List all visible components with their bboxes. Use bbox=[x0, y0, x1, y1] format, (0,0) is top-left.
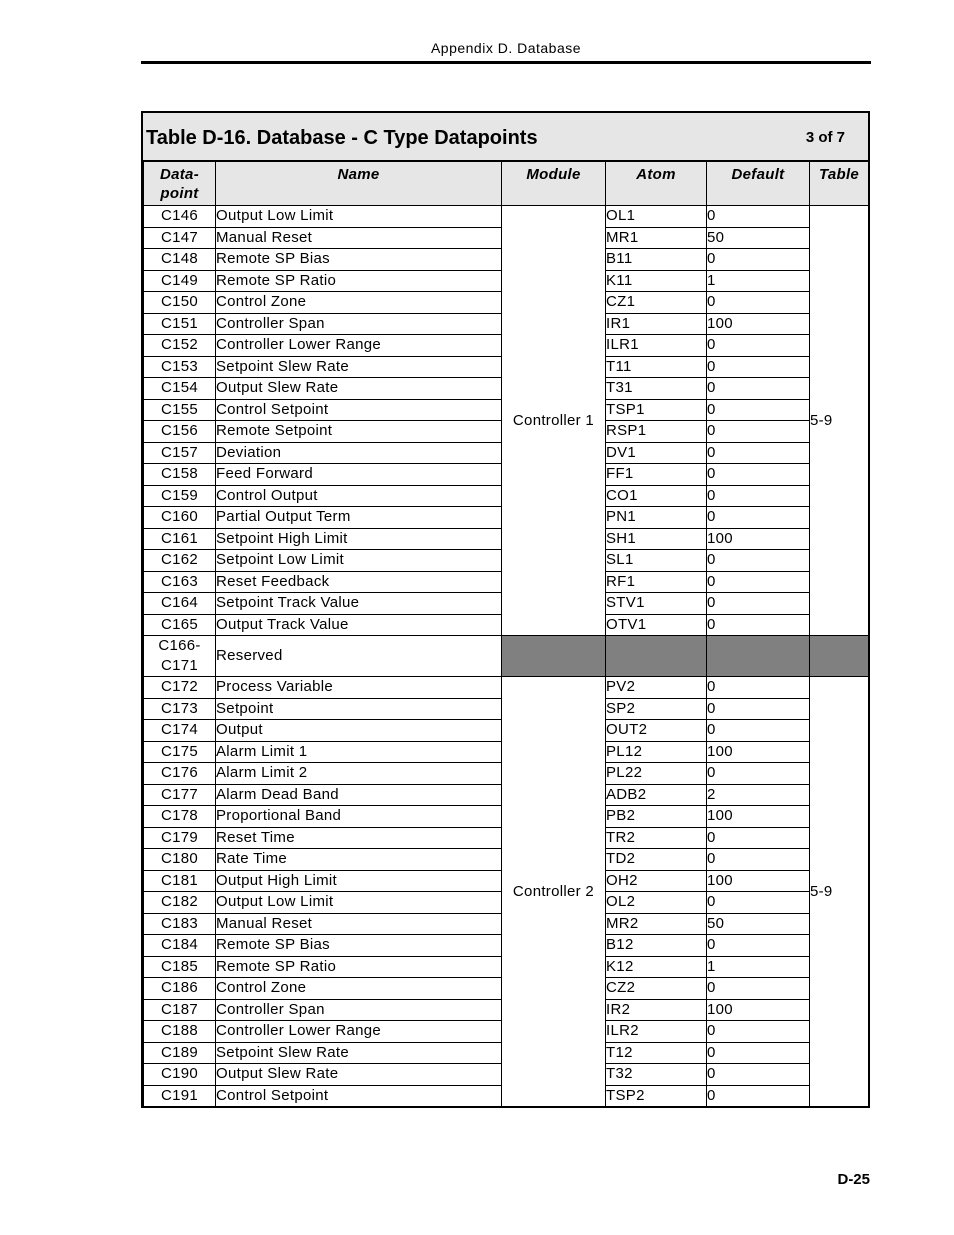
default-cell: 0 bbox=[707, 827, 810, 849]
name-cell: Reset Feedback bbox=[216, 571, 502, 593]
name-cell: Controller Span bbox=[216, 999, 502, 1021]
default-cell: 100 bbox=[707, 313, 810, 335]
name-cell: Remote SP Ratio bbox=[216, 956, 502, 978]
datapoint-cell: C184 bbox=[144, 935, 216, 957]
atom-cell: SH1 bbox=[606, 528, 707, 550]
datapoint-cell: C172 bbox=[144, 677, 216, 699]
default-cell: 0 bbox=[707, 1064, 810, 1086]
default-cell: 0 bbox=[707, 849, 810, 871]
table-caption bbox=[143, 113, 868, 161]
column-header-default: Default bbox=[707, 162, 810, 206]
datapoint-cell: C181 bbox=[144, 870, 216, 892]
name-cell: Alarm Limit 1 bbox=[216, 741, 502, 763]
default-cell: 0 bbox=[707, 1085, 810, 1107]
atom-cell: OL2 bbox=[606, 892, 707, 914]
datapoint-cell: C162 bbox=[144, 550, 216, 572]
name-cell: Feed Forward bbox=[216, 464, 502, 486]
module-cell-shaded bbox=[502, 636, 606, 677]
name-cell: Setpoint High Limit bbox=[216, 528, 502, 550]
default-cell: 1 bbox=[707, 956, 810, 978]
default-cell: 100 bbox=[707, 870, 810, 892]
default-cell: 1 bbox=[707, 270, 810, 292]
datapoint-cell: C176 bbox=[144, 763, 216, 785]
name-cell: Alarm Dead Band bbox=[216, 784, 502, 806]
table-ref-cell: 5-9 bbox=[810, 677, 869, 1107]
datapoint-cell: C178 bbox=[144, 806, 216, 828]
atom-cell: K12 bbox=[606, 956, 707, 978]
name-cell: Output Low Limit bbox=[216, 892, 502, 914]
datapoint-cell: C157 bbox=[144, 442, 216, 464]
atom-cell: TD2 bbox=[606, 849, 707, 871]
datapoint-cell: C146 bbox=[144, 206, 216, 228]
datapoint-cell: C150 bbox=[144, 292, 216, 314]
atom-cell: DV1 bbox=[606, 442, 707, 464]
header-rule bbox=[141, 61, 871, 64]
name-cell: Setpoint Low Limit bbox=[216, 550, 502, 572]
name-cell: Output High Limit bbox=[216, 870, 502, 892]
name-cell: Manual Reset bbox=[216, 227, 502, 249]
atom-cell: ILR2 bbox=[606, 1021, 707, 1043]
datapoint-cell: C175 bbox=[144, 741, 216, 763]
name-cell: Control Setpoint bbox=[216, 399, 502, 421]
default-cell: 100 bbox=[707, 741, 810, 763]
name-cell: Setpoint Slew Rate bbox=[216, 1042, 502, 1064]
default-cell: 100 bbox=[707, 528, 810, 550]
atom-cell: IR2 bbox=[606, 999, 707, 1021]
datapoint-cell: C161 bbox=[144, 528, 216, 550]
atom-cell: STV1 bbox=[606, 593, 707, 615]
default-cell: 0 bbox=[707, 1021, 810, 1043]
default-cell: 0 bbox=[707, 421, 810, 443]
atom-cell: PN1 bbox=[606, 507, 707, 529]
atom-cell: B12 bbox=[606, 935, 707, 957]
default-cell: 0 bbox=[707, 249, 810, 271]
atom-cell: OTV1 bbox=[606, 614, 707, 636]
atom-cell: MR1 bbox=[606, 227, 707, 249]
column-header-table: Table bbox=[810, 162, 869, 206]
datapoint-cell: C177 bbox=[144, 784, 216, 806]
name-cell: Output Slew Rate bbox=[216, 378, 502, 400]
running-header: Appendix D. Database bbox=[430, 40, 582, 56]
table-ref-cell: 5-9 bbox=[810, 206, 869, 636]
name-cell: Reserved bbox=[216, 636, 502, 677]
datapoint-cell: C152 bbox=[144, 335, 216, 357]
default-cell-shaded bbox=[707, 636, 810, 677]
datapoint-cell: C153 bbox=[144, 356, 216, 378]
atom-cell: FF1 bbox=[606, 464, 707, 486]
name-cell: Reset Time bbox=[216, 827, 502, 849]
atom-cell: IR1 bbox=[606, 313, 707, 335]
datapoint-cell: C191 bbox=[144, 1085, 216, 1107]
atom-cell: SP2 bbox=[606, 698, 707, 720]
name-cell: Control Zone bbox=[216, 292, 502, 314]
atom-cell: T31 bbox=[606, 378, 707, 400]
default-cell: 100 bbox=[707, 999, 810, 1021]
atom-cell: T12 bbox=[606, 1042, 707, 1064]
atom-cell: PB2 bbox=[606, 806, 707, 828]
table-ref-cell-shaded bbox=[810, 636, 869, 677]
datapoint-cell: C174 bbox=[144, 720, 216, 742]
datapoint-cell: C183 bbox=[144, 913, 216, 935]
datapoint-cell: C186 bbox=[144, 978, 216, 1000]
atom-cell: ADB2 bbox=[606, 784, 707, 806]
table-header-row bbox=[144, 162, 869, 206]
column-header-name: Name bbox=[216, 162, 502, 206]
default-cell: 0 bbox=[707, 464, 810, 486]
default-cell: 0 bbox=[707, 292, 810, 314]
default-cell: 50 bbox=[707, 227, 810, 249]
datapoint-cell: C182 bbox=[144, 892, 216, 914]
default-cell: 0 bbox=[707, 485, 810, 507]
default-cell: 0 bbox=[707, 720, 810, 742]
default-cell: 0 bbox=[707, 507, 810, 529]
table-row bbox=[144, 206, 869, 228]
atom-cell: RSP1 bbox=[606, 421, 707, 443]
name-cell: Control Output bbox=[216, 485, 502, 507]
name-cell: Manual Reset bbox=[216, 913, 502, 935]
name-cell: Output bbox=[216, 720, 502, 742]
atom-cell: OH2 bbox=[606, 870, 707, 892]
datapoint-cell: C158 bbox=[144, 464, 216, 486]
datapoint-cell: C154 bbox=[144, 378, 216, 400]
default-cell: 0 bbox=[707, 550, 810, 572]
datapoint-cell: C163 bbox=[144, 571, 216, 593]
datapoint-cell: C149 bbox=[144, 270, 216, 292]
atom-cell: MR2 bbox=[606, 913, 707, 935]
name-cell: Partial Output Term bbox=[216, 507, 502, 529]
name-cell: Controller Lower Range bbox=[216, 1021, 502, 1043]
atom-cell: PL22 bbox=[606, 763, 707, 785]
atom-cell: TSP1 bbox=[606, 399, 707, 421]
datapoint-cell: C180 bbox=[144, 849, 216, 871]
column-header-datapoint: Data- point bbox=[144, 162, 216, 206]
atom-cell: CZ2 bbox=[606, 978, 707, 1000]
default-cell: 0 bbox=[707, 593, 810, 615]
name-cell: Alarm Limit 2 bbox=[216, 763, 502, 785]
atom-cell: PL12 bbox=[606, 741, 707, 763]
atom-cell: B11 bbox=[606, 249, 707, 271]
name-cell: Setpoint bbox=[216, 698, 502, 720]
datapoint-cell: C187 bbox=[144, 999, 216, 1021]
name-cell: Remote Setpoint bbox=[216, 421, 502, 443]
default-cell: 0 bbox=[707, 935, 810, 957]
default-cell: 0 bbox=[707, 206, 810, 228]
name-cell: Control Setpoint bbox=[216, 1085, 502, 1107]
reserved-row bbox=[144, 636, 869, 677]
datapoint-cell: C160 bbox=[144, 507, 216, 529]
column-header-atom: Atom bbox=[606, 162, 707, 206]
default-cell: 0 bbox=[707, 1042, 810, 1064]
atom-cell: SL1 bbox=[606, 550, 707, 572]
atom-cell: RF1 bbox=[606, 571, 707, 593]
atom-cell: T32 bbox=[606, 1064, 707, 1086]
name-cell: Output Low Limit bbox=[216, 206, 502, 228]
atom-cell: K11 bbox=[606, 270, 707, 292]
default-cell: 50 bbox=[707, 913, 810, 935]
name-cell: Setpoint Slew Rate bbox=[216, 356, 502, 378]
default-cell: 0 bbox=[707, 378, 810, 400]
default-cell: 0 bbox=[707, 614, 810, 636]
table-title: Table D-16. Database - C Type Datapoints bbox=[146, 127, 538, 149]
datapoint-cell: C148 bbox=[144, 249, 216, 271]
default-cell: 0 bbox=[707, 763, 810, 785]
default-cell: 0 bbox=[707, 892, 810, 914]
datapoint-cell: C147 bbox=[144, 227, 216, 249]
atom-cell: TSP2 bbox=[606, 1085, 707, 1107]
atom-cell: ILR1 bbox=[606, 335, 707, 357]
atom-cell: CO1 bbox=[606, 485, 707, 507]
datapoint-cell: C165 bbox=[144, 614, 216, 636]
default-cell: 100 bbox=[707, 806, 810, 828]
column-header-module: Module bbox=[502, 162, 606, 206]
name-cell: Control Zone bbox=[216, 978, 502, 1000]
module-cell: Controller 1 bbox=[502, 206, 606, 636]
name-cell: Controller Span bbox=[216, 313, 502, 335]
default-cell: 0 bbox=[707, 356, 810, 378]
default-cell: 0 bbox=[707, 677, 810, 699]
atom-cell: T11 bbox=[606, 356, 707, 378]
datapoint-cell: C185 bbox=[144, 956, 216, 978]
name-cell: Deviation bbox=[216, 442, 502, 464]
name-cell: Controller Lower Range bbox=[216, 335, 502, 357]
default-cell: 0 bbox=[707, 978, 810, 1000]
default-cell: 0 bbox=[707, 698, 810, 720]
atom-cell: OUT2 bbox=[606, 720, 707, 742]
default-cell: 0 bbox=[707, 335, 810, 357]
datapoint-cell: C188 bbox=[144, 1021, 216, 1043]
datapoint-cell: C155 bbox=[144, 399, 216, 421]
name-cell: Output Slew Rate bbox=[216, 1064, 502, 1086]
name-cell: Proportional Band bbox=[216, 806, 502, 828]
default-cell: 2 bbox=[707, 784, 810, 806]
table-page-indicator: 3 of 7 bbox=[805, 129, 845, 146]
datapoint-cell: C190 bbox=[144, 1064, 216, 1086]
datapoint-cell: C164 bbox=[144, 593, 216, 615]
atom-cell: PV2 bbox=[606, 677, 707, 699]
atom-cell-shaded bbox=[606, 636, 707, 677]
atom-cell: CZ1 bbox=[606, 292, 707, 314]
datapoint-cell: C156 bbox=[144, 421, 216, 443]
table-row bbox=[144, 677, 869, 699]
datapoint-cell: C159 bbox=[144, 485, 216, 507]
name-cell: Remote SP Ratio bbox=[216, 270, 502, 292]
default-cell: 0 bbox=[707, 442, 810, 464]
datapoint-cell: C189 bbox=[144, 1042, 216, 1064]
name-cell: Setpoint Track Value bbox=[216, 593, 502, 615]
datapoint-cell: C179 bbox=[144, 827, 216, 849]
name-cell: Output Track Value bbox=[216, 614, 502, 636]
default-cell: 0 bbox=[707, 399, 810, 421]
datapoint-cell: C173 bbox=[144, 698, 216, 720]
atom-cell: OL1 bbox=[606, 206, 707, 228]
default-cell: 0 bbox=[707, 571, 810, 593]
datapoint-cell: C151 bbox=[144, 313, 216, 335]
name-cell: Process Variable bbox=[216, 677, 502, 699]
name-cell: Remote SP Bias bbox=[216, 249, 502, 271]
atom-cell: TR2 bbox=[606, 827, 707, 849]
module-cell: Controller 2 bbox=[502, 677, 606, 1107]
name-cell: Rate Time bbox=[216, 849, 502, 871]
page-number: D-25 bbox=[837, 1171, 870, 1188]
datapoint-table bbox=[143, 161, 869, 1107]
name-cell: Remote SP Bias bbox=[216, 935, 502, 957]
datapoint-cell: C166- C171 bbox=[144, 636, 216, 677]
